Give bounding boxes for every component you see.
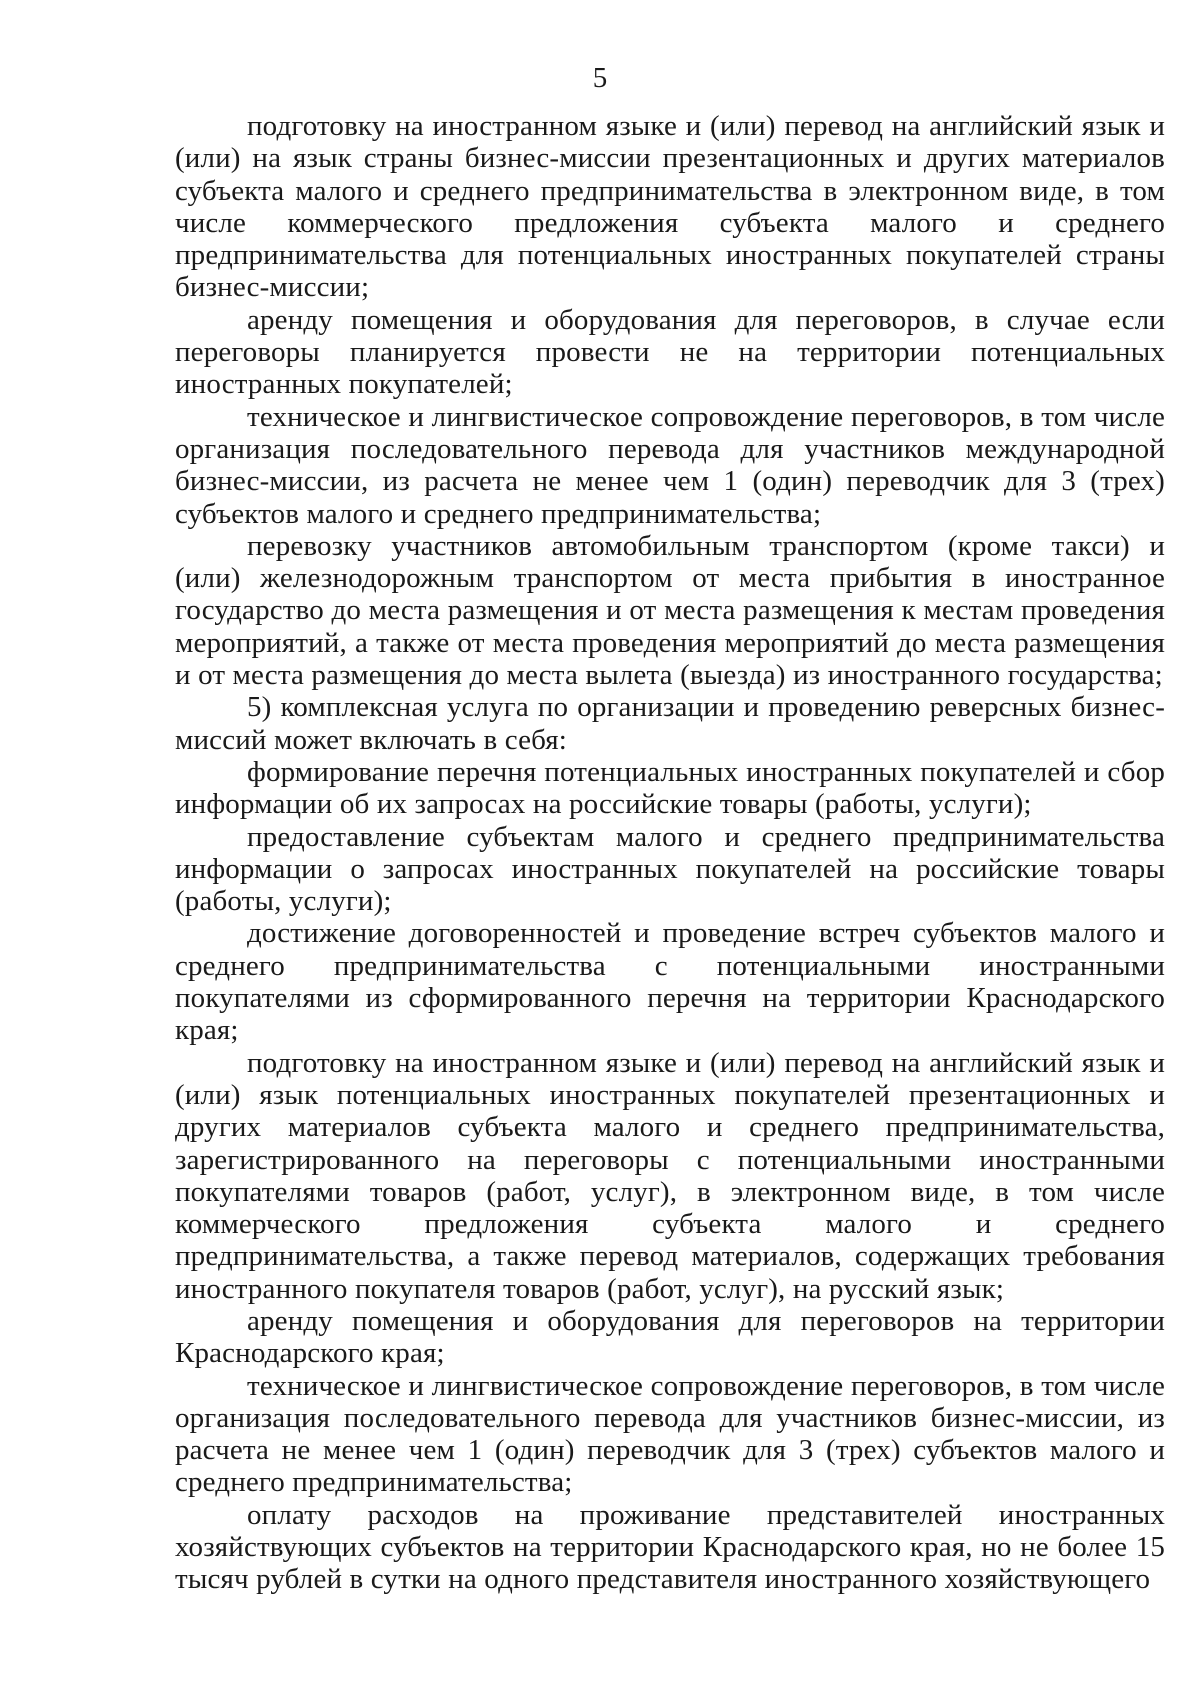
paragraph: формирование перечня потенциальных иностранных покупателей и сбор информации об их запросах на российские товары (работы, услуги);	[175, 755, 1165, 821]
paragraph: предоставление субъектам малого и среднего предпринимательства информации о запросах иностранных покупателей на российские товары (работы, услуги);	[175, 820, 1165, 918]
document-body	[175, 110, 1165, 1596]
paragraph: техническое и лингвистическое сопровождение переговоров, в том числе организация последовательного перевода для участников бизнес-миссии, из расчета не менее чем 1 (один) переводчик для 3 (трех) субъектов малого и среднего предпринимательства;	[175, 1369, 1165, 1499]
paragraph: достижение договоренностей и проведение встреч субъектов малого и среднего предпринимательства с потенциальными иностранными покупателями из сформированного перечня на территории Краснодарского края;	[175, 917, 1165, 1047]
paragraph: подготовку на иностранном языке и (или) перевод на английский язык и (или) язык потенциальных иностранных покупателей презентационных и других материалов субъекта малого и среднего предпринимательства, зарегистрированного на переговоры с потенциальными иностранными покупателями товаров (работ, услуг), в электронном виде, в том числе коммерческого предложения субъекта малого и среднего предпринимательства, а также перевод материалов, содержащих требования иностранного покупателя товаров (работ, услуг), на русский язык;	[175, 1046, 1165, 1305]
page-number: 5	[592, 62, 608, 94]
paragraph: аренду помещения и оборудования для переговоров на территории Краснодарского края;	[175, 1304, 1165, 1370]
paragraph: подготовку на иностранном языке и (или) перевод на английский язык и (или) на язык страны бизнес-миссии презентационных и других материалов субъекта малого и среднего предпринимательства в электронном виде, в том числе коммерческого предложения субъекта малого и среднего предпринимательства для потенциальных иностранных покупателей страны бизнес-миссии;	[175, 110, 1165, 304]
paragraph: 5) комплексная услуга по организации и проведению реверсных бизнес-миссий может включать в себя:	[175, 691, 1165, 756]
paragraph: перевозку участников автомобильным транспортом (кроме такси) и (или) железнодорожным транспортом от места прибытия в иностранное государство до места размещения и от места размещения к местам проведения мероприятий, а также от места проведения мероприятий до места размещения и от места размещения до места вылета (выезда) из иностранного государства;	[175, 529, 1165, 692]
paragraph: аренду помещения и оборудования для переговоров, в случае если переговоры планируется провести не на территории потенциальных иностранных покупателей;	[175, 303, 1165, 401]
paragraph: оплату расходов на проживание представителей иностранных хозяйствующих субъектов на территории Краснодарского края, но не более 15 тысяч рублей в сутки на одного представителя иностранного хозяйствующего	[175, 1498, 1165, 1596]
paragraph: техническое и лингвистическое сопровождение переговоров, в том числе организация последовательного перевода для участников международной бизнес-миссии, из расчета не менее чем 1 (один) переводчик для 3 (трех) субъектов малого и среднего предпринимательства;	[175, 400, 1165, 530]
